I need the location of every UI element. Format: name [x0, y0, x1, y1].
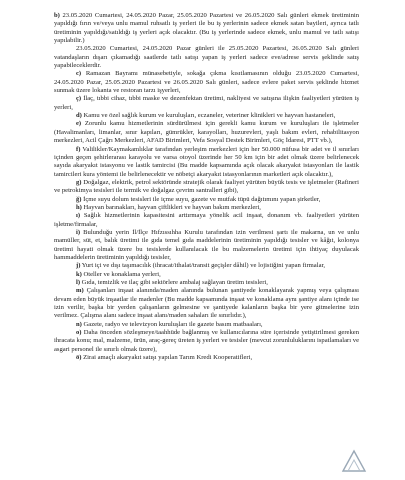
paragraph-text: Bulunduğu yerin İl/İlçe Hıfzıssıhha Kurulu tarafından izin verilmesi şartı ile makarna, un ve unlu mamüller, süt, et, balık üretimi ile gıda temel gıda maddelerinin üretiminin yapıldığı tesisler ve kâğıt, kolonya üretimi hayati olmak üzere bu tesislerde kullanılacak ile bu malzemelerin üretimi için ihtiyaç duyulacak hammaddelerin üretiminin yapıldığı tesisler, — [54, 228, 359, 261]
paragraph-text: Kamu ve özel sağlık kurum ve kuruluşları, eczaneler, veteriner klinikleri ve hayvan hastaneleri, — [81, 112, 336, 120]
paragraph-text: Gıda, temizlik ve ilaç gibi sektörlere ambalaj sağlayan üretim tesisleri, — [80, 279, 268, 286]
paragraph — [54, 229, 359, 262]
paragraph-text: 23.05.2020 Cumartesi, 24.05.2020 Pazar, 25.05.2020 Pazartesi ve 26.05.2020 Salı günleri ekmek üretiminin yapıldığı fırın ve/veya unlu mamul ruhsatlı iş yerleri ile bu iş yerlerinin sadece ekmek satan bayileri, ayrıca tatlı üretiminin yapıldığı/satıldığı iş yerleri açık olacaktır. (Bu iş yerlerinde sadece ekmek, unlu mamul ve tatlı satışı yapılabilir.) — [54, 12, 359, 45]
paragraph-text: Oteller ve konaklama yerleri, — [81, 270, 161, 278]
paragraph-marker: ç) — [76, 95, 82, 103]
paragraph-marker: n) — [76, 320, 82, 328]
paragraph-marker: h) — [76, 203, 82, 211]
paragraph-text: Sağlık hizmetlerinin kapasitesini arttırmaya yönelik acil inşaat, donanım vb. faaliyetleri yürüten işletme/firmalar, — [54, 212, 359, 228]
paragraph — [54, 12, 359, 45]
paragraph-marker: d) — [76, 112, 82, 120]
paragraph — [54, 321, 359, 329]
paragraph — [54, 95, 359, 112]
paragraph-marker: c) — [76, 70, 82, 78]
paragraph-marker: m) — [76, 287, 84, 295]
paragraph — [54, 287, 359, 320]
document-body — [54, 12, 359, 362]
paragraph-marker: ğ) — [76, 195, 82, 203]
paragraph — [54, 212, 359, 229]
paragraph — [54, 196, 359, 204]
paragraph-text: Gazete, radyo ve televizyon kuruluşları ile gazete basım matbaaları, — [81, 320, 263, 328]
paragraph — [54, 45, 359, 70]
scanner-watermark-icon — [339, 447, 369, 475]
paragraph-text: Zirai amaçlı akaryakıt satışı yapılan Tarım Kredi Kooperatifleri, — [81, 354, 253, 362]
paragraph — [54, 179, 359, 196]
paragraph — [54, 112, 359, 120]
paragraph — [54, 279, 359, 287]
paragraph-text: Çalışanları inşaat alanında/maden alanında bulunan şantiyede konaklayarak yapmış veya çalışması devam eden büyük inşaatlar ile madenler (Bu madde kapsamında inşaat ve konaklama aynı şantiye alanı içinde ise izin verilir, başka bir yerden çalışanların gelmesine ve şantiyede kalanların başka bir yere gitmelerine izin verilmez. Çalışma alanı sadece inşaat alanı/maden sahaları ile sınırlıdır.), — [54, 287, 359, 320]
paragraph-text: İçme suyu dolum tesisleri ile içme suyu, gazete ve mutfak tüpü dağıtımını yapan şirketler, — [81, 195, 321, 203]
paragraph — [54, 120, 359, 145]
paragraph-text: Hayvan barınakları, hayvan çiftlikleri ve hayvan bakım merkezleri, — [81, 203, 261, 211]
paragraph-marker: e) — [76, 120, 82, 128]
paragraph-marker: b) — [54, 12, 60, 19]
paragraph-marker: o) — [76, 329, 82, 337]
paragraph-marker: l) — [76, 279, 81, 286]
paragraph — [54, 204, 359, 212]
paragraph-text: Doğalgaz, elektrik, petrol sektöründe stratejik olarak faaliyet yürüten büyük tesis ve işletmeler (Rafineri ve petrokimya tesisleri ile termik ve doğalgaz çevrim santralleri gibi), — [54, 178, 359, 195]
paragraph-marker: j) — [76, 262, 81, 270]
paragraph — [54, 354, 359, 362]
paragraph — [54, 271, 359, 279]
paragraph-marker: ö) — [76, 354, 82, 362]
paragraph-marker: f) — [76, 145, 81, 153]
paragraph-text: İlaç, tıbbi cihaz, tıbbi maske ve dezenfektan üretimi, nakliyesi ve satışına ilişkin faaliyetleri yürüten iş yerleri, — [54, 95, 359, 111]
paragraph — [54, 329, 359, 354]
paragraph-marker: g) — [76, 178, 82, 186]
paragraph-text: Zorunlu kamu hizmetlerinin sürdürülmesi için gerekli kamu kurum ve kuruluşları ile işletmeler (Havalimanları, limanlar, sınır kapıları, gümrükler, karayolları, huzurevleri, yaşlı bakım evleri, rehabilitasyon merkezleri, Acil Çağrı Merkezleri, AFAD Birimleri, Vefa Sosyal Destek Birimleri, Göç İdaresi, PTT vb.), — [54, 120, 359, 145]
paragraph — [54, 262, 359, 270]
paragraph-text: Ramazan Bayramı münasebetiyle, sokağa çıkma kısıtlamasının olduğu 23.05.2020 Cumartesi, 24.05.2020 Pazar, 25.05.2020 Pazartesi ve 26.05.2020 Salı günleri, sadece evlere paket servis şeklinde hizmet sunmak üzere lokanta ve restoran tarzı işyerleri, — [54, 70, 359, 95]
paragraph-marker: k) — [76, 270, 82, 278]
paragraph-marker: ı) — [76, 212, 81, 220]
paragraph-marker: i) — [76, 228, 81, 236]
paragraph — [54, 70, 359, 95]
paragraph — [54, 146, 359, 179]
paragraph-text: 23.05.2020 Cumartesi, 24.05.2020 Pazar günleri ile 25.05.2020 Pazartesi, 26.05.2020 Salı günleri vatandaşların dışarı çıkamadığı saatlerde tatlı satışı yapan iş yerleri sadece eve/adrese servis şeklinde satış yapabileceklerdir. — [54, 45, 359, 70]
paragraph-text: Yurt içi ve dışı taşımacılık (ihracat/ithalat/transit geçişler dâhil) ve lojistiğini yapan firmalar, — [80, 262, 326, 270]
paragraph-text: Daha önceden sözleşmeye/taahhüde bağlanmış ve kullanıcılarına süre içerisinde yetiştirilmesi gereken ihracata konu; mal, malzeme, ürün, araç-gereç üreten iş yerleri ve tesisler (mevcut zorunluluklarını ispatlamaları ve asgari personel ile sınırlı olmak üzere), — [54, 329, 359, 353]
paragraph-text: Valilikler/Kaymakamlıklar tarafından yerleşim merkezleri için her 50.000 nüfusa bir adet ve il sınırları içinden geçen şehirlerarası karayolu ve varsa otoyol üzerinde her 50 km için bir adet olmak üzere belirlenecek sayıda akaryakıt istasyonu ve lastik tamircisi (Bu madde kapsamında açık olacak akaryakıt istasyonları ile lastik tamircileri kura yöntemi ile belirlenecektir ve nöbetçi akaryakıt istasyonlarının marketleri açık olacaktır.), — [54, 145, 359, 178]
